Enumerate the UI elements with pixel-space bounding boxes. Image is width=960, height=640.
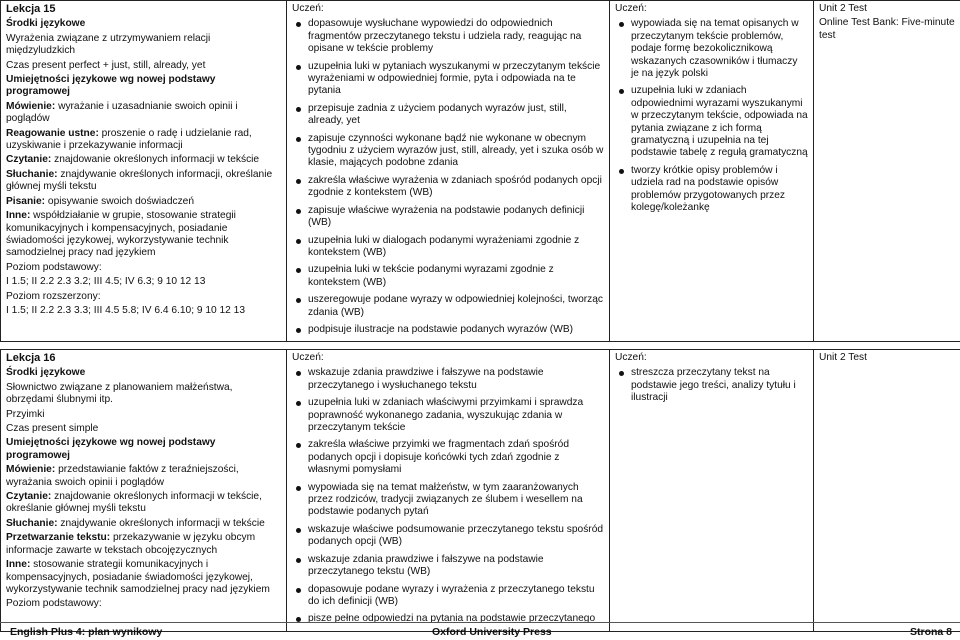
- lesson-16-basic-requirements-cell: [287, 350, 610, 632]
- skill-description: znajdowanie określonych informacji w tekście: [51, 154, 259, 165]
- skill-description: stosowanie strategii komunikacyjnych i kompensacyjnych, posiadanie świadomości językowej, wykorzystywanie technik samodzielnej pracy nad językiem: [6, 559, 270, 595]
- skill-description: przekazywanie w języku obcym informacje zawarte w tekstach obcojęzycznych: [6, 532, 255, 555]
- topic-line: [6, 210, 281, 260]
- unit-test-title: Unit 2 Test: [819, 352, 955, 364]
- requirement-item: uzupełnia luki w tekście podanymi wyrazami zgodnie z kontekstem (WB): [308, 264, 604, 289]
- topic-line: Przyimki: [6, 409, 281, 421]
- topic-line: I 1.5; II 2.2 2.3 3.3; III 4.5 5.8; IV 6.4 6.10; 9 10 12 13: [6, 305, 281, 317]
- basic-requirements-list: [292, 367, 604, 625]
- uczen-label: Uczeń:: [292, 3, 604, 15]
- lesson-15-basic-requirements-cell: [287, 1, 610, 342]
- topic-line: Umiejętności językowe wg nowej podstawy programowej: [6, 437, 281, 462]
- topic-line: I 1.5; II 2.2 2.3 3.2; III 4.5; IV 6.3; 9 10 12 13: [6, 276, 281, 288]
- requirement-item: tworzy krótkie opisy problemów i udziela rad na podstawie opisów problemów przygotowanych przez kolegę/koleżankę: [631, 165, 808, 215]
- requirement-item: uzupełnia luki w zdaniach właściwymi przyimkami i sprawdza poprawność wykonanego zadania, wyszukując zdania w przeczytanym tekście: [308, 397, 604, 434]
- lesson-title: Lekcja 15: [6, 3, 281, 15]
- topic-line: [6, 196, 281, 208]
- basic-requirements-list: [292, 18, 604, 336]
- language-skills-list: [6, 367, 281, 610]
- topic-line: [6, 464, 281, 489]
- uczen-label: Uczeń:: [615, 352, 808, 364]
- topic-line: Umiejętności językowe wg nowej podstawy programowej: [6, 74, 281, 99]
- lesson-16-assessment-cell: [814, 350, 960, 632]
- topic-line: Środki językowe: [6, 367, 281, 379]
- skill-description: wyrażanie i uzasadnianie swoich opinii i poglądów: [6, 101, 238, 124]
- skill-label: Czytanie:: [6, 491, 51, 502]
- requirement-item: dopasowuje wysłuchane wypowiedzi do odpowiednich fragmentów przeczytanego tekstu i udziela rady, reagując na opisane w tekście problemy: [308, 18, 604, 55]
- unit-test-title: Unit 2 Test: [819, 3, 955, 15]
- skill-description: opisywanie swoich doświadczeń: [45, 196, 194, 207]
- requirement-item: pisze pełne odpowiedzi na pytania na podstawie przeczytanego: [308, 613, 604, 625]
- topic-line: [6, 491, 281, 516]
- skill-label: Pisanie:: [6, 196, 45, 207]
- skill-label: Inne:: [6, 210, 30, 221]
- lesson-title: Lekcja 16: [6, 352, 281, 364]
- requirement-item: wypowiada się na temat opisanych w przeczytanym tekście problemów, podaje formę bezokolicznikową wskazanych czasowników i tłumaczy je na język polski: [631, 18, 808, 80]
- topic-line: [6, 101, 281, 126]
- skill-description: współdziałanie w grupie, stosowanie strategii komunikacyjnych i kompensacyjnych, posiadanie świadomości językowej, wykorzystywanie technik samodzielnej pracy nad językiem: [6, 210, 236, 258]
- requirement-item: uszeregowuje podane wyrazy w odpowiedniej kolejności, tworząc zdania (WB): [308, 294, 604, 319]
- requirement-item: zakreśla właściwe wyrażenia w zdaniach spośród podanych opcji zgodnie z kontekstem (WB): [308, 175, 604, 200]
- lesson-15-topics-cell: [1, 1, 287, 342]
- extended-requirements-list: [615, 367, 808, 404]
- skill-label: Mówienie:: [6, 464, 55, 475]
- requirement-item: streszcza przeczytany tekst na podstawie jego treści, analizy tytułu i ilustracji: [631, 367, 808, 404]
- lesson-16-table: [0, 349, 960, 632]
- topic-line: Słownictwo związane z planowaniem małżeństwa, obrzędami ślubnymi itp.: [6, 382, 281, 407]
- topic-line: [6, 169, 281, 194]
- skill-description: znajdowanie określonych informacji w tekście, określanie głównej myśli tekstu: [6, 491, 262, 514]
- online-test-note: Online Test Bank: Five-minute test: [819, 17, 955, 42]
- requirement-item: dopasowuje podane wyrazy i wyrażenia z przeczytanego tekstu do ich definicji (WB): [308, 584, 604, 609]
- requirement-item: zapisuje właściwe wyrażenia na podstawie podanych definicji (WB): [308, 205, 604, 230]
- uczen-label: Uczeń:: [292, 352, 604, 364]
- requirement-item: zapisuje czynności wykonane bądź nie wykonane w obecnym tygodniu z użyciem wyrazów just, still, already, yet i szuka osób w klasie, mających podobne zdania: [308, 133, 604, 170]
- requirement-item: wskazuje zdania prawdziwe i fałszywe na podstawie przeczytanego tekstu (WB): [308, 554, 604, 579]
- lesson-16-extended-requirements-cell: [610, 350, 814, 632]
- lesson-15-extended-requirements-cell: [610, 1, 814, 342]
- requirement-item: wypowiada się na temat małżeństw, w tym zaaranżowanych przez rodziców, tradycji związanych ze ślubem i wesellem na podstawie podanych pytań: [308, 482, 604, 519]
- topic-line: Czas present simple: [6, 423, 281, 435]
- skill-label: Słuchanie:: [6, 169, 58, 180]
- topic-line: [6, 559, 281, 596]
- skill-label: Reagowanie ustne:: [6, 128, 99, 139]
- topic-line: [6, 532, 281, 557]
- requirement-item: uzupełnia luki w pytaniach wyszukanymi w przeczytanym tekście wyrażeniami w odpowiedniej formie, pyta i odpowiada na te pytania: [308, 61, 604, 98]
- language-skills-list: [6, 18, 281, 317]
- topic-line: Poziom podstawowy:: [6, 598, 281, 610]
- topic-line: Poziom rozszerzony:: [6, 291, 281, 303]
- requirement-item: podpisuje ilustracje na podstawie podanych wyrazów (WB): [308, 324, 604, 336]
- topic-line: [6, 128, 281, 153]
- requirement-item: przepisuje zadnia z użyciem podanych wyrazów just, still, already, yet: [308, 103, 604, 128]
- footer-course-title: English Plus 4: plan wynikowy: [10, 626, 162, 638]
- requirement-item: wskazuje zdania prawdziwe i fałszywe na podstawie przeczytanego i wysłuchanego tekstu: [308, 367, 604, 392]
- topic-line: Poziom podstawowy:: [6, 262, 281, 274]
- skill-label: Mówienie:: [6, 101, 55, 112]
- skill-description: proszenie o radę i udzielanie rad, uzyskiwanie i przekazywanie informacji: [6, 128, 252, 151]
- skill-description: znajdywanie określonych informacji, określanie głównej myśli tekstu: [6, 169, 272, 192]
- topic-line: [6, 518, 281, 530]
- extended-requirements-list: [615, 18, 808, 214]
- topic-line: Wyrażenia związane z utrzymywaniem relacji międzyludzkich: [6, 33, 281, 58]
- topic-line: [6, 154, 281, 166]
- requirement-item: wskazuje właściwe podsumowanie przeczytanego tekstu spośród podanych opcji (WB): [308, 524, 604, 549]
- lesson-15-assessment-cell: [814, 1, 960, 342]
- skill-label: Słuchanie:: [6, 518, 58, 529]
- footer-publisher: Oxford University Press: [432, 626, 552, 638]
- requirement-item: uzupełnia luki w zdaniach odpowiednimi wyrazami wyszukanymi w przeczytanym tekście, odpowiada na pytania związane z ich formą gramatyczną i uzupełnia na tej podstawie tabelę z regułą gramatyczną: [631, 85, 808, 159]
- topic-line: Czas present perfect + just, still, already, yet: [6, 60, 281, 72]
- skill-label: Czytanie:: [6, 154, 51, 165]
- topic-line: Środki językowe: [6, 18, 281, 30]
- page-footer: [0, 622, 960, 640]
- uczen-label: Uczeń:: [615, 3, 808, 15]
- skill-description: przedstawianie faktów z teraźniejszości, wyrażania swoich opinii i poglądów: [6, 464, 239, 487]
- skill-label: Inne:: [6, 559, 30, 570]
- footer-page-number: Strona 8: [910, 626, 952, 638]
- lesson-16-topics-cell: [1, 350, 287, 632]
- requirement-item: uzupełnia luki w dialogach podanymi wyrażeniami zgodnie z kontekstem (WB): [308, 235, 604, 260]
- requirement-item: zakreśla właściwe przyimki we fragmentach zdań spośród podanych opcji i dopisuje końcówki tych zdań zgodnie z własnymi pomysłami: [308, 439, 604, 476]
- skill-description: znajdywanie określonych informacji w tekście: [58, 518, 265, 529]
- skill-label: Przetwarzanie tekstu:: [6, 532, 110, 543]
